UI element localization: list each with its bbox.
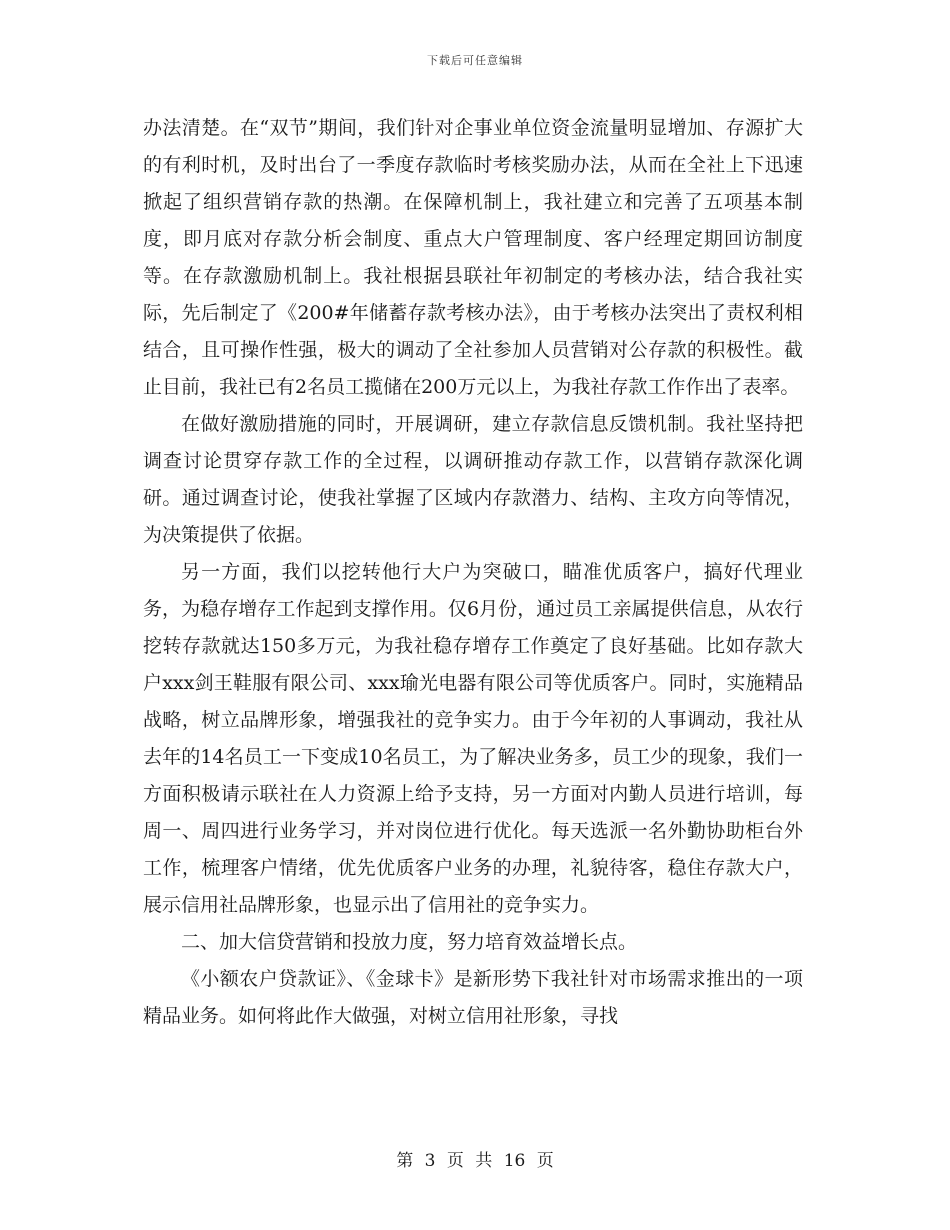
paragraph-4: 《小额农户贷款证》、《金球卡》是新形势下我社针对市场需求推出的一项精品业务。如何将此作大做强，对树立信用社形象，寻找 <box>143 968 803 1027</box>
paragraph-1: 办法清楚。在“双节”期间，我们针对企事业单位资金流量明显增加、存源扩大的有利时机，及时出台了一季度存款临时考核奖励办法，从而在全社上下迅速掀起了组织营销存款的热潮。在保障机制上，我社建立和完善了五项基本制度，即月底对存款分析会制度、重点大户管理制度、客户经理定期回访制度等。在存款激励机制上。我社根据县联社年初制定的考核办法，结合我社实际，先后制定了《200#年储蓄存款考核办法》，由于考核办法突出了责权利相结合，且可操作性强，极大的调动了全社参加人员营销对公存款的积极性。截止目前，我社已有2名员工揽储在200万元以上，为我社存款工作作出了表率。 <box>143 117 803 398</box>
paragraph-3: 另一方面，我们以挖转他行大户为突破口，瞄准优质客户，搞好代理业务，为稳存增存工作起到支撑作用。仅6月份，通过员工亲属提供信息，从农行挖转存款就达150多万元，为我社稳存增存工作奠定了良好基础。比如存款大户xxx剑王鞋服有限公司、xxx瑜光电器有限公司等优质客户。同时，实施精品战略，树立品牌形象，增强我社的竞争实力。由于今年初的人事调动，我社从去年的14名员工一下变成10名员工，为了解决业务多，员工少的现象，我们一方面积极请示联社在人力资源上给予支持，另一方面对内勤人员进行培训，每周一、周四进行业务学习，并对岗位进行优化。每天选派一名外勤协助柜台外工作，梳理客户情绪，优先优质客户业务的办理，礼貌待客，稳住存款大户，展示信用社品牌形象，也显示出了信用社的竞争实力。 <box>143 561 803 916</box>
document-body <box>143 110 803 1035</box>
section-heading-2: 二、加大信贷营销和投放力度，努力培育效益增长点。 <box>181 931 638 953</box>
paragraph-2: 在做好激励措施的同时，开展调研，建立存款信息反馈机制。我社坚持把调查讨论贯穿存款工作的全过程，以调研推动存款工作，以营销存款深化调研。通过调查讨论，使我社掌握了区域内存款潜力、结构、主攻方向等情况，为决策提供了依据。 <box>143 413 803 546</box>
page-number-footer: 第 3 页 共 16 页 <box>396 1151 554 1171</box>
page-header-note: 下载后可任意编辑 <box>427 54 523 67</box>
